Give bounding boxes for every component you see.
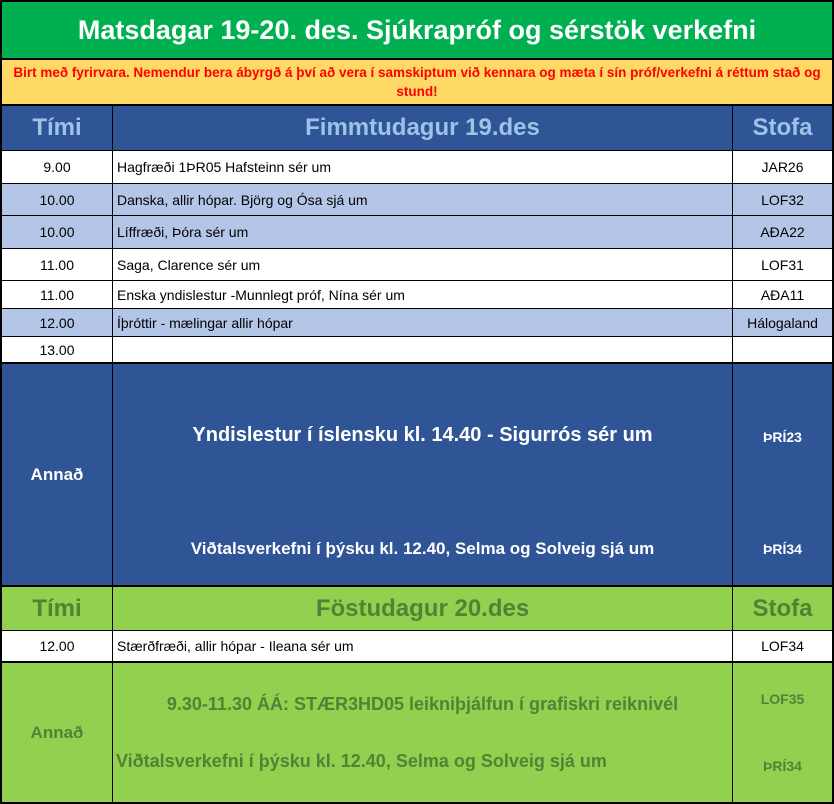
table-row <box>0 184 834 216</box>
other-room: ÞRÍ34 <box>763 541 802 557</box>
table-row <box>0 216 834 249</box>
thursday-other-block <box>0 363 834 587</box>
row-description: Enska yndislestur -Munnlegt próf, Nína sér um <box>113 281 733 308</box>
header-day: Fimmtudagur 19.des <box>113 106 733 150</box>
other-label: Annað <box>2 364 113 585</box>
other-activity: 9.30-11.30 ÁÁ: STÆR3HD05 leikniþjálfun í grafiskri reiknivél <box>166 694 679 714</box>
row-description <box>113 337 733 362</box>
notice-bar <box>0 60 834 105</box>
row-description: Stærðfræði, allir hópar - Ileana sér um <box>113 631 733 661</box>
row-time: 9.00 <box>2 151 113 183</box>
other-rooms <box>733 364 832 585</box>
header-day: Föstudagur 20.des <box>113 587 733 630</box>
thursday-header-row <box>0 105 834 151</box>
friday-other-block <box>0 662 834 804</box>
row-time: 12.00 <box>2 309 113 336</box>
other-activity: Viðtalsverkefni í þýsku kl. 12.40, Selma og Solveig sjá um <box>190 539 655 558</box>
row-time: 13.00 <box>2 337 113 362</box>
row-room: Hálogaland <box>747 314 818 331</box>
row-room: LOF32 <box>761 191 804 208</box>
row-room: AÐA11 <box>760 286 805 303</box>
row-time: 10.00 <box>2 216 113 248</box>
other-room: ÞRÍ34 <box>763 758 802 774</box>
header-room: Stofa <box>752 114 813 141</box>
friday-header-row <box>0 587 834 631</box>
table-row <box>0 337 834 363</box>
row-description: Danska, allir hópar. Björg og Ósa sjá um <box>113 184 733 215</box>
title-bar <box>0 0 834 60</box>
row-room: AÐA22 <box>760 224 805 240</box>
row-room: LOF31 <box>761 256 804 273</box>
other-activities <box>113 364 733 585</box>
header-time: Tími <box>2 106 113 150</box>
other-room: ÞRÍ23 <box>763 429 802 445</box>
row-time: 11.00 <box>2 281 113 308</box>
other-activities <box>113 663 733 802</box>
page-title: Matsdagar 19-20. des. Sjúkrapróf og sérstök verkefni <box>77 14 757 45</box>
row-room <box>733 337 832 362</box>
table-row <box>0 281 834 309</box>
other-label: Annað <box>2 663 113 802</box>
row-description: Íþróttir - mælingar allir hópar <box>113 309 733 336</box>
table-row <box>0 631 834 662</box>
row-time: 12.00 <box>2 631 113 661</box>
row-description: Saga, Clarence sér um <box>113 249 733 280</box>
row-description: Hagfræði 1ÞR05 Hafsteinn sér um <box>113 151 733 183</box>
table-row <box>0 309 834 337</box>
other-room: LOF35 <box>760 691 805 707</box>
header-time: Tími <box>2 587 113 630</box>
table-row <box>0 151 834 184</box>
other-activity: Yndislestur í íslensku kl. 14.40 - Sigurrós sér um <box>192 424 653 446</box>
row-time: 10.00 <box>2 184 113 215</box>
row-room: JAR26 <box>761 159 804 175</box>
row-room: LOF34 <box>761 638 804 654</box>
other-activity: Viðtalsverkefni í þýsku kl. 12.40, Selma og Solveig sjá um <box>116 751 607 771</box>
row-description: Líffræði, Þóra sér um <box>113 216 733 248</box>
other-rooms <box>733 663 832 802</box>
table-row <box>0 249 834 281</box>
header-room: Stofa <box>752 594 813 622</box>
disclaimer-text: Birt með fyrirvara. Nemendur bera ábyrgð á því að vera í samskiptum við kennara og mæta í sín próf/verkefni á réttum stað og stund! <box>13 65 821 99</box>
row-time: 11.00 <box>2 249 113 280</box>
